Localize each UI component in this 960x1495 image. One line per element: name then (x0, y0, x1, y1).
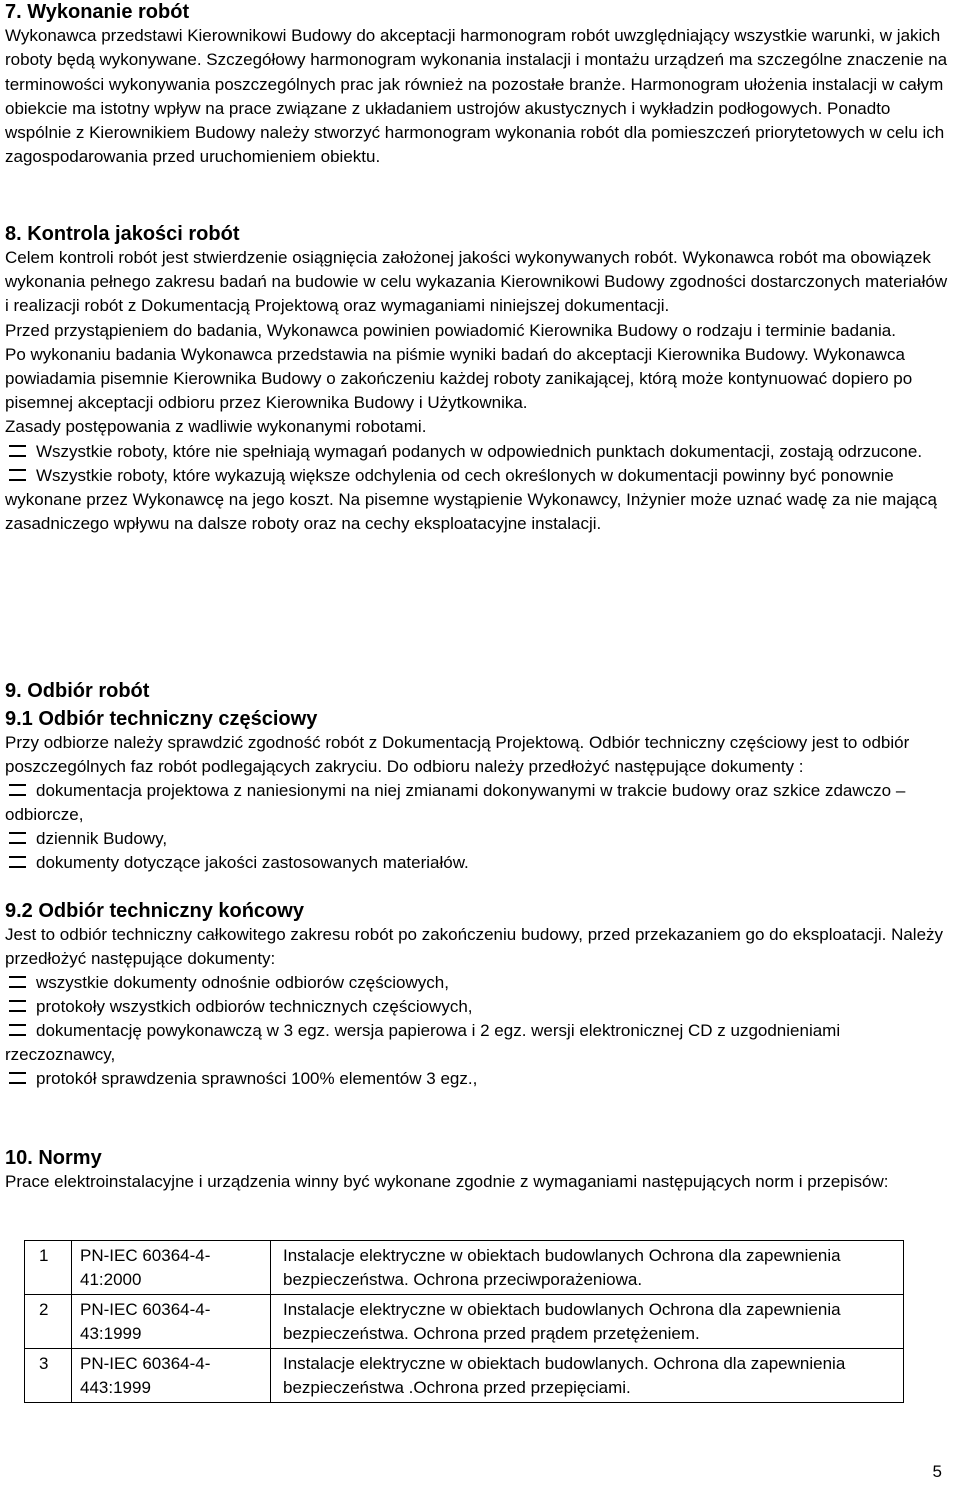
section-9-heading: 9. Odbiór robót (5, 680, 150, 702)
section-7-heading: 7. Wykonanie robót (5, 1, 190, 23)
section-9-1-body: Przy odbiorze należy sprawdzić zgodność robót z Dokumentacją Projektową. Odbiór techniczny częściowy jest to odbiór poszczególnych faz robót podlegających zakryciu. Do odbioru należy przedłożyć następujące dokumenty : (5, 733, 910, 776)
section-10-body: Prace elektroinstalacyjne i urządzenia winny być wykonane zgodnie z wymaganiami następujących norm i przepisów: (5, 1172, 889, 1191)
list-item-text: dokumenty dotyczące jakości zastosowanych materiałów. (36, 853, 469, 872)
table-row (25, 1349, 904, 1403)
list-item-text: Wszystkie roboty, które nie spełniają wymagań podanych w odpowiednich punktach dokumentacji, zostają odrzucone. (36, 441, 923, 461)
section-7-body: Wykonawca przedstawi Kierownikowi Budowy do akceptacji harmonogram robót uwzględniający wszystkie warunki, w jakich roboty będą wykonywane. Szczegółowy harmonogram wykonania instalacji i montażu urządzeń ma szczególne znaczenie na terminowości wykonywania poszczególnych prac jak również na pozostałe branże. Harmonogram ułożenia instalacji w całym obiekcie ma istotny wpływ na prace związane z układaniem ustrojów akustycznych i wykładzin podłogowych. Ponadto wspólnie z Kierownikiem Budowy należy stworzyć harmonogram wykonania robót dla pomieszczeń priorytetowych w celu ich zagospodarowania przed uruchomieniem obiektu. (5, 26, 948, 167)
section-9-1-heading: 9.1 Odbiór techniczny częściowy (5, 708, 318, 730)
section-8-paragraph-2: Przed przystąpieniem do badania, Wykonawca powinien powiadomić Kierownika Budowy o rodzaju i terminie badania. (5, 320, 896, 340)
section-8-paragraph-3: Po wykonaniu badania Wykonawca przedstawia na piśmie wyniki badań do akceptacji Kierownika Budowy. Wykonawca powiadamia pisemnie Kierownika Budowy o zakończeniu każdej roboty zanikającej, którą może kontynuować dopiero po pisemnej akceptacji odbioru przez Kierownika Budowy i Użytkownika. (5, 344, 913, 413)
section-10 (5, 1146, 950, 1194)
norms-table (24, 1240, 904, 1403)
list-item (5, 971, 950, 995)
bullet-icon (9, 444, 26, 458)
bullet-icon (9, 1023, 26, 1037)
bullet-icon (9, 783, 26, 797)
table-cell-number: 2 (25, 1295, 72, 1349)
bullet-icon (9, 855, 26, 869)
list-item (5, 1019, 950, 1067)
list-item (5, 464, 950, 537)
list-item-text: Wszystkie roboty, które wykazują większe odchylenia od cech określonych w dokumentacji powinny być ponownie wykonane przez Wykonawcę na jego koszt. Na pisemne wystąpienie Wykonawcy, Inżynier może uznać wadę za nie mającą zasadniczego wpływu na dalsze roboty oraz na cechy eksploatacyjne instalacji. (5, 465, 937, 534)
list-item-text: protokół sprawdzenia sprawności 100% elementów 3 egz., (36, 1069, 478, 1088)
section-9-2-body: Jest to odbiór techniczny całkowitego zakresu robót po zakończeniu budowy, przed przekazaniem go do eksploatacji. Należy przedłożyć następujące dokumenty: (5, 925, 944, 968)
section-9 (5, 679, 950, 1091)
section-9-2-heading: 9.2 Odbiór techniczny końcowy (5, 900, 304, 922)
bullet-icon (9, 831, 26, 845)
table-cell-number: 1 (25, 1241, 72, 1295)
list-item-text: dziennik Budowy, (36, 829, 168, 848)
list-item (5, 995, 950, 1019)
list-item-text: dokumentacja projektowa z naniesionymi na niej zmianami dokonywanymi w trakcie budowy oraz szkice zdawczo – odbiorcze, (5, 781, 906, 824)
table-cell-description: Instalacje elektryczne w obiektach budowlanych Ochrona dla zapewnienia bezpieczeństwa. Ochrona przed prądem przetężeniem. (271, 1295, 904, 1349)
list-item-text: protokoły wszystkich odbiorów technicznych częściowych, (36, 997, 473, 1016)
table-cell-description: Instalacje elektryczne w obiektach budowlanych. Ochrona dla zapewnienia bezpieczeństwa .Ochrona przed przepięciami. (271, 1349, 904, 1403)
bullet-icon (9, 468, 26, 482)
table-cell-code: PN-IEC 60364-4-443:1999 (72, 1349, 271, 1403)
table-row (25, 1295, 904, 1349)
list-item (5, 440, 950, 464)
table-cell-code: PN-IEC 60364-4-43:1999 (72, 1295, 271, 1349)
section-8-paragraph-4: Zasady postępowania z wadliwie wykonanymi robotami. (5, 417, 427, 437)
section-8 (5, 222, 950, 536)
section-10-heading: 10. Normy (5, 1147, 102, 1169)
page-number: 5 (932, 1462, 942, 1481)
section-8-paragraph-1: Celem kontroli robót jest stwierdzenie osiągnięcia założonej jakości wykonywanych robót. Wykonawca robót ma obowiązek wykonania pełnego zakresu badań na budowie w celu wykazania Kierownikowi Budowy zgodności dostarczonych materiałów i realizacji robót z Dokumentacją Projektową oraz wymaganiami niniejszej dokumentacji. (5, 248, 948, 316)
list-item-text: dokumentację powykonawczą w 3 egz. wersja papierowa i 2 egz. wersji elektronicznej CD z uzgodnieniami rzeczoznawcy, (5, 1021, 841, 1064)
section-7 (5, 0, 950, 170)
table-cell-code: PN-IEC 60364-4-41:2000 (72, 1241, 271, 1295)
bullet-icon (9, 1071, 26, 1085)
list-item (5, 779, 950, 827)
bullet-icon (9, 999, 26, 1013)
table-row (25, 1241, 904, 1295)
table-cell-number: 3 (25, 1349, 72, 1403)
section-8-heading: 8. Kontrola jakości robót (5, 223, 240, 245)
list-item (5, 1067, 950, 1091)
list-item (5, 827, 950, 851)
table-cell-description: Instalacje elektryczne w obiektach budowlanych Ochrona dla zapewnienia bezpieczeństwa. Ochrona przeciwporażeniowa. (271, 1241, 904, 1295)
list-item (5, 851, 950, 875)
list-item-text: wszystkie dokumenty odnośnie odbiorów częściowych, (36, 973, 449, 992)
bullet-icon (9, 975, 26, 989)
